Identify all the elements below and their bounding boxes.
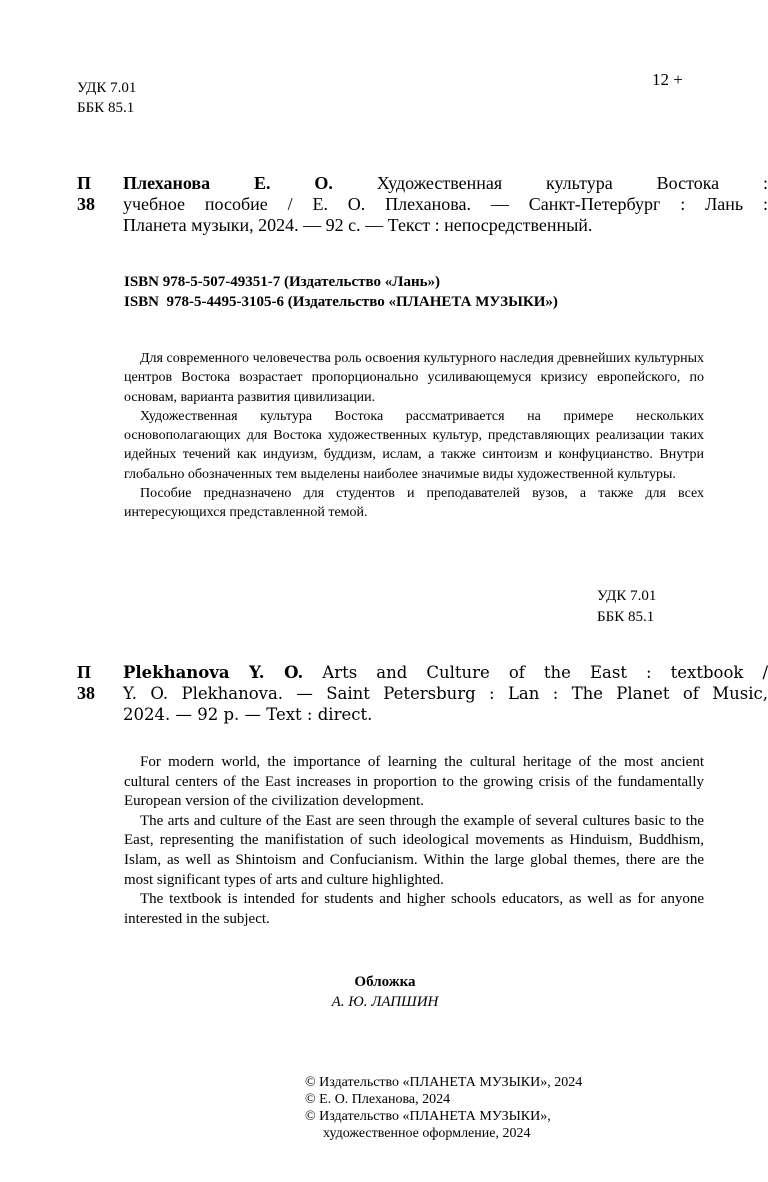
copyright-line: художественное оформление, 2024 xyxy=(323,1126,531,1141)
bbk-code: ББК 85.1 xyxy=(77,100,135,116)
entry-title: Arts and Culture of the East : textbook / xyxy=(322,663,768,682)
russian-abstract xyxy=(124,349,704,523)
english-abstract xyxy=(124,753,704,929)
entry-line-3: Планета музыки, 2024. — 92 с. — Текст : непосредственный. xyxy=(123,215,593,235)
entry-line-2: учебное пособие / Е. О. Плеханова. — Санкт-Петербург : Лань : xyxy=(123,194,768,214)
copyright-line: © Е. О. Плеханова, 2024 xyxy=(305,1092,451,1107)
entry-body xyxy=(123,173,768,236)
classification-codes-top xyxy=(77,78,136,118)
abstract-paragraph: Пособие предназначено для студентов и преподавателей вузов, а также для всех интересующихся представленной темой. xyxy=(124,486,704,521)
entry-line-1 xyxy=(123,173,768,194)
bbk-code: ББК 85.1 xyxy=(597,609,655,625)
udk-code: УДК 7.01 xyxy=(597,588,657,604)
abstract-paragraph: The arts and culture of the East are seen through the example of several cultures basic to the East, representing the manifistation of such ideological movements as Hinduism, Buddhism, Islam, as well as Shintoism and Confucianism. Within the large global themes, there are the most significant types of arts and culture highlighted. xyxy=(124,812,704,888)
entry-author: Plekhanova Y. O. xyxy=(123,663,304,682)
entry-line-3: 2024. — 92 p. — Text : direct. xyxy=(123,705,373,724)
udk-code: УДК 7.01 xyxy=(77,80,137,96)
cover-credit xyxy=(320,972,450,1012)
cover-artist: А. Ю. ЛАПШИН xyxy=(331,994,439,1010)
abstract-paragraph: Художественная культура Востока рассматривается на примере нескольких основополагающих для Востока художественных культур, представляющих реализации таких идейных течений как индуизм, буддизм, ислам, а также синтоизм и конфуцианство. Внутри глобально обозначенных тем выделены наиболее значимые виды художественной культуры. xyxy=(124,408,704,482)
abstract-paragraph: The textbook is intended for students and higher schools educators, as well as for anyone interested in the subject. xyxy=(124,891,704,927)
cover-title: Обложка xyxy=(354,974,416,990)
entry-line-2: Y. O. Plekhanova. — Saint Petersburg : Lan : The Planet of Music, xyxy=(123,684,768,703)
entry-author: Плеханова Е. О. xyxy=(123,173,333,193)
entry-title: Художественная культура Востока : xyxy=(376,173,768,193)
age-rating: 12 + xyxy=(652,70,683,89)
classification-codes-bottom xyxy=(597,586,656,628)
abstract-paragraph: For modern world, the importance of learning the cultural heritage of the most ancient cultural centers of the East increases in proportion to the growing crisis of the fundamentally European version of the civilization development. xyxy=(124,754,704,810)
entry-line-1 xyxy=(123,662,768,683)
entry-code: П 38 xyxy=(77,173,95,214)
abstract-paragraph: Для современного человечества роль освоения культурного наследия древнейших культурных центров Востока возрастает пропорционально усиливающемуся кризису европейского, по основам, варианта развития цивилизации. xyxy=(124,351,704,405)
isbn-block xyxy=(124,272,558,312)
entry-code: П 38 xyxy=(77,662,95,703)
isbn-planeta: ISBN 978-5-4495-3105-6 (Издательство «ПЛАНЕТА МУЗЫКИ») xyxy=(124,294,558,310)
entry-body xyxy=(123,662,768,725)
copyright-line: © Издательство «ПЛАНЕТА МУЗЫКИ», xyxy=(305,1109,551,1124)
isbn-lan: ISBN 978-5-507-49351-7 (Издательство «Лань») xyxy=(124,274,441,290)
copyright-line: © Издательство «ПЛАНЕТА МУЗЫКИ», 2024 xyxy=(305,1075,583,1090)
copyright-block xyxy=(305,1074,582,1142)
